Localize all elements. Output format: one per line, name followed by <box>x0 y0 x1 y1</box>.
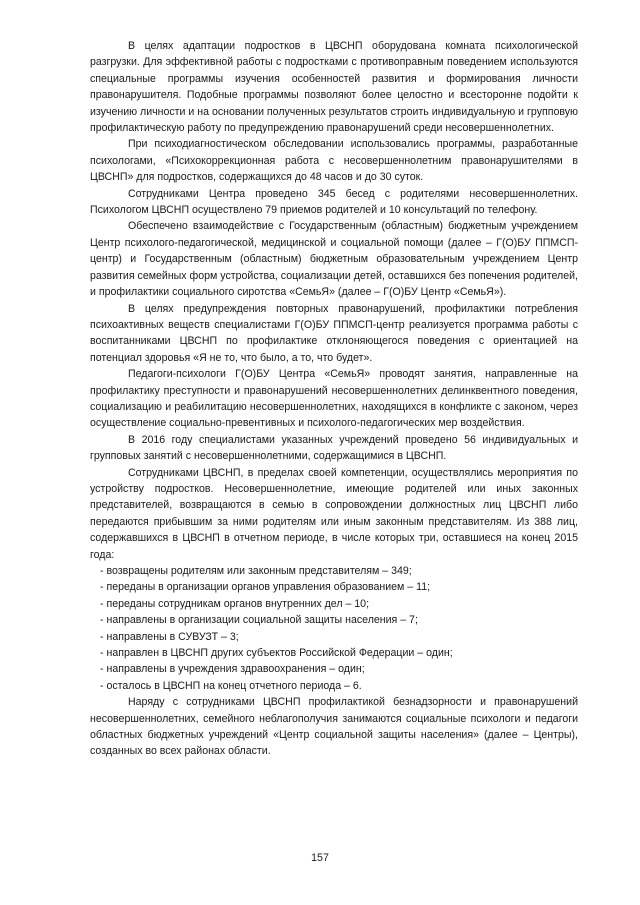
paragraph-psychodiagnostics: При психодиагностическом обследовании использовались программы, разработанные психологами, «Психокоррекционная работа с несовершеннолетним правонарушителями в ЦВСНП» для подростков, содержащихся до 48 часов и до 30 суток. <box>90 138 578 184</box>
page-body <box>90 38 578 760</box>
page-number: 157 <box>311 852 329 864</box>
list-item: - направлены в учреждения здравоохранения – один; <box>100 663 365 676</box>
list-item: - направлен в ЦВСНП других субъектов Российской Федерации – один; <box>100 647 453 660</box>
paragraph-sessions-2016: В 2016 году специалистами указанных учреждений проведено 56 индивидуальных и групповых занятий с несовершеннолетними, содержащимися в ЦВСНП. <box>90 433 578 463</box>
paragraph-conversations: Сотрудниками Центра проведено 345 бесед с родителями несовершеннолетних. Психологом ЦВСНП осуществлено 79 приемов родителей и 10 консультаций по телефону. <box>90 187 578 217</box>
list-item: - переданы сотрудникам органов внутренних дел – 10; <box>100 597 370 610</box>
list-item: - направлены в организации социальной защиты населения – 7; <box>100 614 418 627</box>
list-item: - возвращены родителям или законным представителям – 349; <box>100 565 412 577</box>
paragraph-psychologists: Педагоги-психологи Г(О)БУ Центра «СемьЯ» проводят занятия, направленные на профилактику преступности и правонарушений несовершеннолетних делинквентного поведения, социализацию и реабилитацию несовершеннолетних, находящихся в конфликте с законом, через осуществление социально-превентивных и психолого-педагогических мер воздействия. <box>90 368 578 430</box>
paragraph-adaptation-room: В целях адаптации подростков в ЦВСНП оборудована комната психологической разгрузки. Для эффективной работы с подростками с противоправным поведением используются специальные программы изучения особенностей развития и формирования личности правонарушителя. Подобные программы позволяют более целостно и всесторонне подойти к изучению личности и на основании полученных результатов строить индивидуальную и групповую профилактическую работу по предупреждению правонарушений среди несовершеннолетних. <box>90 40 578 135</box>
list-item: - осталось в ЦВСНП на конец отчетного периода – 6. <box>100 679 362 692</box>
paragraph-social-centers: Наряду с сотрудниками ЦВСНП профилактикой безнадзорности и правонарушений несовершеннолетних, семейного неблагополучия занимаются социальные психологи и педагоги областных бюджетных учреждений «Центр социальной защиты населения» (далее – Центры), созданных во всех районах области. <box>90 696 578 758</box>
list-item: - переданы в организации органов управления образованием – 11; <box>100 581 431 594</box>
paragraph-interaction: Обеспечено взаимодействие с Государственным (областным) бюджетным учреждением Центр психолого-педагогической, медицинской и социальной помощи (далее – Г(О)БУ ППМСП-центр) и Государственным (областным) бюджетным образовательным учреждением Центр развития семейных форм устройства, социализации детей, оставшихся без попечения родителей, и профилактики социального сиротства «СемьЯ» (далее – Г(О)БУ Центр «СемьЯ»). <box>90 220 578 299</box>
list-item: - направлены в СУВУЗТ – 3; <box>100 630 239 643</box>
paragraph-prevention-program: В целях предупреждения повторных правонарушений, профилактики потребления психоактивных веществ специалистами Г(О)БУ ППМСП-центр реализуется программа работы с воспитанниками ЦВСНП по профилактике отклоняющегося поведения с ориентацией на потенциал здоровья «Я не то, что было, а то, что будет». <box>90 302 578 364</box>
paragraph-placement: Сотрудниками ЦВСНП, в пределах своей компетенции, осуществлялись мероприятия по устройству подростков. Несовершеннолетние, имеющие родителей или иных законных представителей, возвращаются в семью в сопровождении должностных лиц ЦВСНП либо передаются прибывшим за ними родителям или иным законным представителям. Из 388 лиц, содержавшихся в ЦВСНП в отчетном периоде, в числе которых три, оставшиеся на конец 2015 года: <box>90 466 578 561</box>
placement-list <box>90 563 578 694</box>
